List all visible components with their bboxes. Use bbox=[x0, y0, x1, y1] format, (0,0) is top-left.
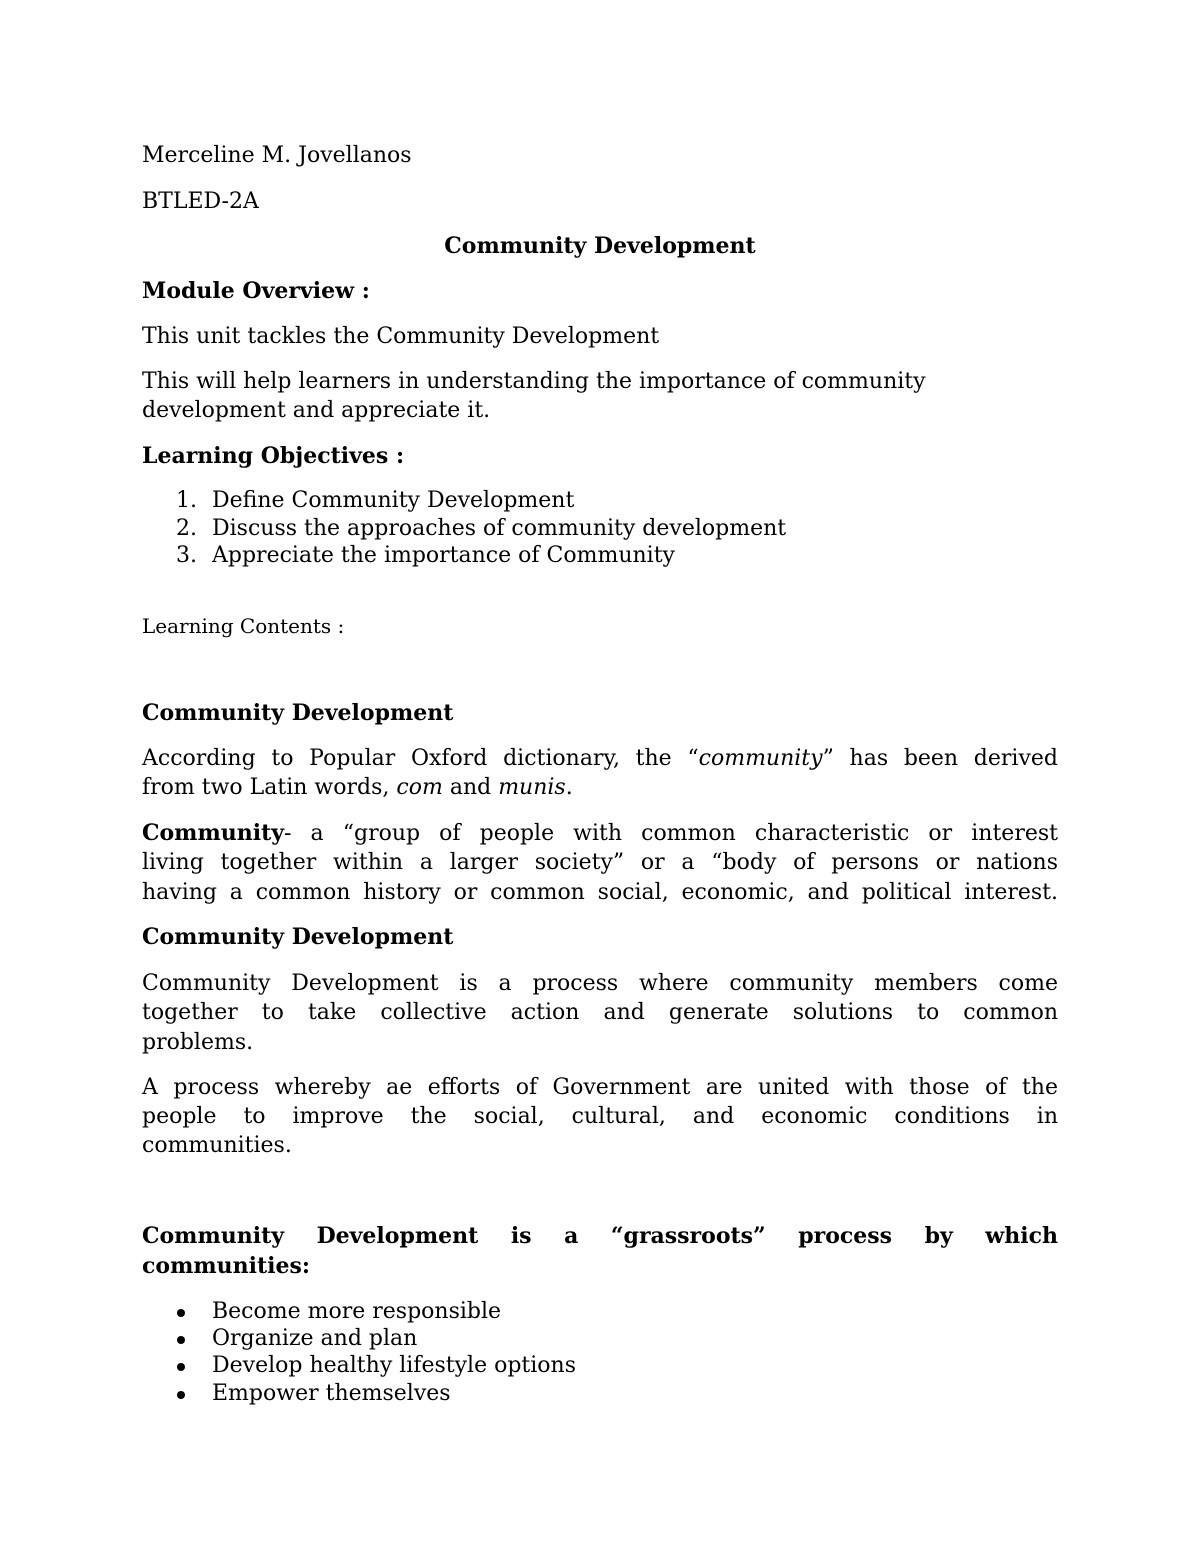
bullet-icon bbox=[177, 1363, 185, 1371]
author-name: Merceline M. Jovellanos bbox=[142, 143, 412, 168]
list-number: 2. bbox=[176, 516, 197, 541]
list-text: Discuss the approaches of community development bbox=[212, 516, 787, 541]
section2-p1-line-3: problems. bbox=[142, 1030, 254, 1055]
section2-p1-line-2: together to take collective action and generate solutions to common bbox=[142, 1000, 1058, 1025]
section3-heading-line-2: communities: bbox=[142, 1253, 310, 1279]
list-text: Empower themselves bbox=[212, 1381, 451, 1406]
overview-line-2b: development and appreciate it. bbox=[142, 398, 491, 423]
section1-heading: Community Development bbox=[142, 700, 454, 726]
section3-heading-line-1: Community Development is a “grassroots” process by which bbox=[142, 1223, 1058, 1249]
section2-p1-line-1: Community Development is a process where community members come bbox=[142, 971, 1058, 996]
section2-p2-line-1: A process whereby ae efforts of Government are united with those of the bbox=[142, 1075, 1058, 1100]
definition-line-1: Community- a “group of people with common characteristic or interest bbox=[142, 820, 1058, 846]
overview-line-1: This unit tackles the Community Development bbox=[142, 324, 660, 349]
overview-line-2a: This will help learners in understanding the importance of community bbox=[142, 369, 926, 394]
section1-paragraph-line-2: from two Latin words, com and munis. bbox=[142, 775, 573, 800]
list-text: Appreciate the importance of Community bbox=[212, 543, 675, 568]
list-text: Organize and plan bbox=[212, 1326, 418, 1351]
list-text: Become more responsible bbox=[212, 1299, 502, 1324]
bullet-icon bbox=[177, 1391, 185, 1399]
list-text: Develop healthy lifestyle options bbox=[212, 1353, 576, 1378]
bullet-icon bbox=[177, 1336, 185, 1344]
class-section: BTLED-2A bbox=[142, 189, 259, 214]
objectives-heading: Learning Objectives : bbox=[142, 443, 405, 469]
section2-p2-line-2: people to improve the social, cultural, and economic conditions in bbox=[142, 1104, 1058, 1129]
list-number: 1. bbox=[176, 488, 197, 513]
document-title: Community Development bbox=[444, 233, 756, 259]
definition-line-2: living together within a larger society” or a “body of persons or nations bbox=[142, 850, 1058, 875]
section2-heading: Community Development bbox=[142, 924, 454, 950]
list-number: 3. bbox=[176, 543, 197, 568]
definition-term: Community bbox=[142, 820, 285, 846]
overview-heading: Module Overview : bbox=[142, 278, 370, 304]
bullet-icon bbox=[177, 1309, 185, 1317]
section2-p2-line-3: communities. bbox=[142, 1133, 292, 1158]
contents-heading: Learning Contents : bbox=[142, 614, 345, 638]
section1-paragraph-line-1: According to Popular Oxford dictionary, the “community” has been derived bbox=[142, 746, 1058, 771]
italic-term: community bbox=[698, 746, 823, 771]
list-text: Define Community Development bbox=[212, 488, 575, 513]
definition-line-3: having a common history or common social, economic, and political interest. bbox=[142, 880, 1058, 905]
